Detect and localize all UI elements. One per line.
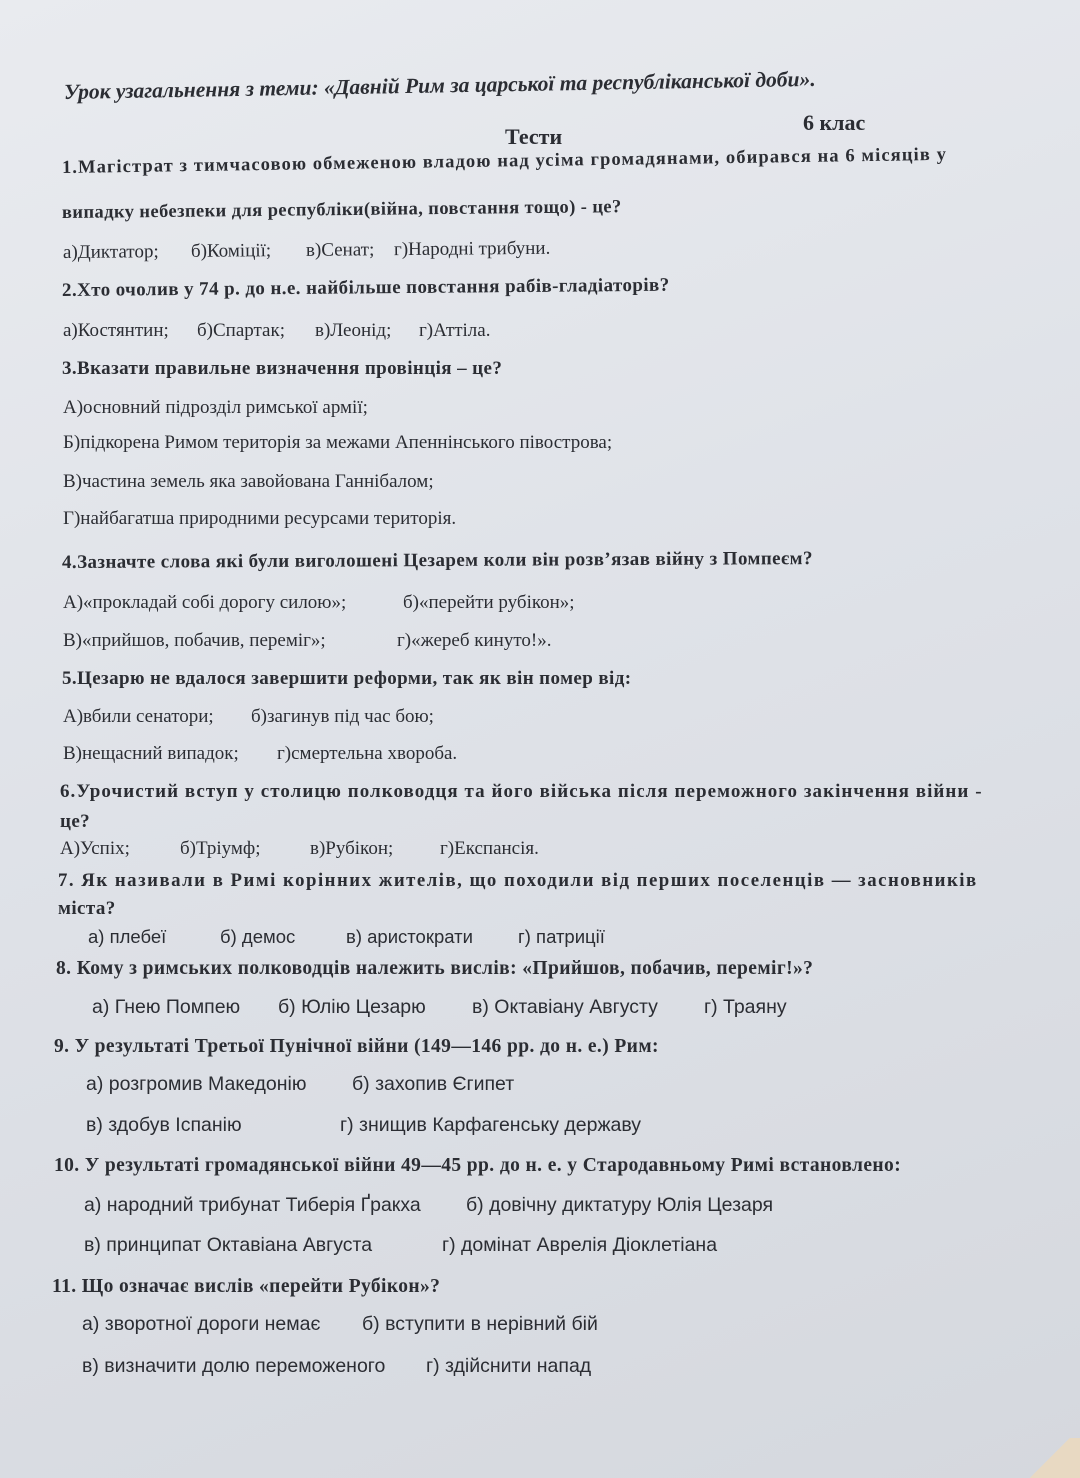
question-7-text-line-1: 7. Як називали в Римі корінних жителів, що походили від перших поселенців — засновників xyxy=(58,870,978,891)
answer-option: б) демос xyxy=(220,926,296,947)
question-8-text: 8. Кому з римських полководців належить вислів: «Прийшов, побачив, переміг!»? xyxy=(56,958,814,979)
question-5-answers-line-1 xyxy=(63,706,434,728)
answer-option: б) довічну диктатуру Юлія Цезаря xyxy=(466,1194,774,1216)
answer-option: в)Рубікон; xyxy=(310,838,394,859)
answer-option: а) плебеї xyxy=(88,926,167,947)
question-2-text: 2.Хто очолив у 74 р. до н.е. найбільше повстання рабів-гладіаторів? xyxy=(61,274,670,301)
answer-option: а) розгромив Македонію xyxy=(86,1073,307,1095)
question-8-answers xyxy=(92,996,787,1019)
answer-option: В)нещасний випадок; xyxy=(63,743,239,764)
question-10-answers-line-2 xyxy=(84,1234,717,1257)
answer-option: в) аристократи xyxy=(346,926,473,947)
answer-option: б)загинув під час бою; xyxy=(251,706,434,727)
lesson-title: Урок узагальнення з теми: «Давній Рим за царської та республіканської доби». xyxy=(63,66,816,104)
question-2-answers xyxy=(63,320,490,342)
question-4-text: 4.Зазначте слова які були виголошені Цезарем коли він розв’язав війну з Помпеєм? xyxy=(61,548,813,573)
answer-option: А)вбили сенатори; xyxy=(63,706,214,727)
answer-option: г) домінат Аврелія Діоклетіана xyxy=(442,1234,718,1256)
table-background-corner xyxy=(1020,1438,1080,1478)
question-6-text-line-2: це? xyxy=(60,811,91,832)
answer-option: а)Диктатор; xyxy=(62,241,159,263)
answer-option: А)Успіх; xyxy=(60,838,130,859)
question-9-answers-line-1 xyxy=(86,1073,514,1096)
answer-option: а) народний трибунат Тиберія Ґракха xyxy=(84,1194,421,1216)
answer-option: г)Експансія. xyxy=(440,838,539,859)
question-3-answer-d: Г)найбагатша природними ресурсами територія. xyxy=(63,508,457,529)
answer-option: а)Костянтин; xyxy=(63,320,169,341)
answer-option: а) Гнею Помпею xyxy=(92,996,241,1018)
answer-option: б) Юлію Цезарю xyxy=(278,996,426,1018)
question-3-answer-c: В)частина земель яка завойована Ганнібалом; xyxy=(63,471,434,492)
answer-option: а) зворотної дороги немає xyxy=(82,1313,321,1335)
answer-option: г)Аттіла. xyxy=(419,320,491,341)
answer-option: б)Спартак; xyxy=(197,320,285,341)
question-3-answer-b: Б)підкорена Римом територія за межами Апеннінського півострова; xyxy=(63,432,613,453)
question-10-answers-line-1 xyxy=(84,1194,773,1217)
question-3-answer-a: А)основний підрозділ римської армії; xyxy=(63,397,368,418)
answer-option: В)«прийшов, побачив, переміг»; xyxy=(63,630,326,651)
question-4-answers-line-1 xyxy=(63,592,575,614)
question-11-text: 11. Що означає вислів «перейти Рубікон»? xyxy=(52,1276,441,1297)
question-11-answers-line-1 xyxy=(82,1313,598,1336)
answer-option: г) Траяну xyxy=(704,996,787,1018)
tests-heading: Тести xyxy=(505,124,563,149)
question-5-answers-line-2 xyxy=(63,743,457,765)
answer-option: б)Тріумф; xyxy=(180,838,261,859)
question-4-answers-line-2 xyxy=(63,630,551,652)
question-11-answers-line-2 xyxy=(82,1355,591,1378)
answer-option: г) здійснити напад xyxy=(426,1355,592,1377)
answer-option: г) патриції xyxy=(518,926,605,947)
question-6-answers xyxy=(60,838,539,860)
question-6-text-line-1: 6.Урочистий вступ у столицю полководця та його війська після переможного закінчення війни - xyxy=(60,781,983,802)
answer-option: б)«перейти рубікон»; xyxy=(403,592,575,613)
answer-option: в) визначити долю переможеного xyxy=(82,1355,386,1377)
answer-option: б)Комiції; xyxy=(190,240,272,262)
question-1-text-line-2: випадку небезпеки для республіки(війна, повстання тощо) - це? xyxy=(61,197,622,223)
question-10-text: 10. У результаті громадянської війни 49—45 рр. до н. е. у Стародавньому Римі встановлено: xyxy=(54,1155,902,1176)
answer-option: в) принципат Октавіана Августа xyxy=(84,1234,373,1256)
answer-option: в) здобув Іспанію xyxy=(86,1114,242,1136)
answer-option: г)«жереб кинуто!». xyxy=(397,630,552,651)
answer-option: в) Октавіану Августу xyxy=(472,996,658,1018)
answer-option: б) вступити в нерівний бій xyxy=(362,1313,598,1335)
answer-option: г) знищив Карфагенську державу xyxy=(340,1114,642,1136)
answer-option: г)смертельна хвороба. xyxy=(277,743,458,764)
question-5-text: 5.Цезарю не вдалося завершити реформи, так як він помер від: xyxy=(62,668,632,689)
question-9-text: 9. У результаті Третьої Пунічної війни (149—146 рр. до н. е.) Рим: xyxy=(54,1036,659,1057)
answer-option: в)Сенат; xyxy=(305,239,375,261)
question-7-answers xyxy=(88,926,605,948)
question-9-answers-line-2 xyxy=(86,1114,641,1137)
question-7-text-line-2: міста? xyxy=(58,898,116,919)
answer-option: А)«прокладай собі дорогу силою»; xyxy=(63,592,347,613)
grade-label: 6 клас xyxy=(803,110,866,135)
question-1-text-line-1: 1.Магістрат з тимчасовою обмеженою владою над усіма громадянами, обирався на 6 місяців у xyxy=(61,144,948,178)
answer-option: б) захопив Єгипет xyxy=(352,1073,515,1095)
answer-option: в)Леонід; xyxy=(315,320,392,341)
question-3-text: 3.Вказати правильне визначення провінція – це? xyxy=(62,358,503,379)
question-1-answers xyxy=(63,238,551,264)
answer-option: г)Народні трибуни. xyxy=(393,237,551,261)
